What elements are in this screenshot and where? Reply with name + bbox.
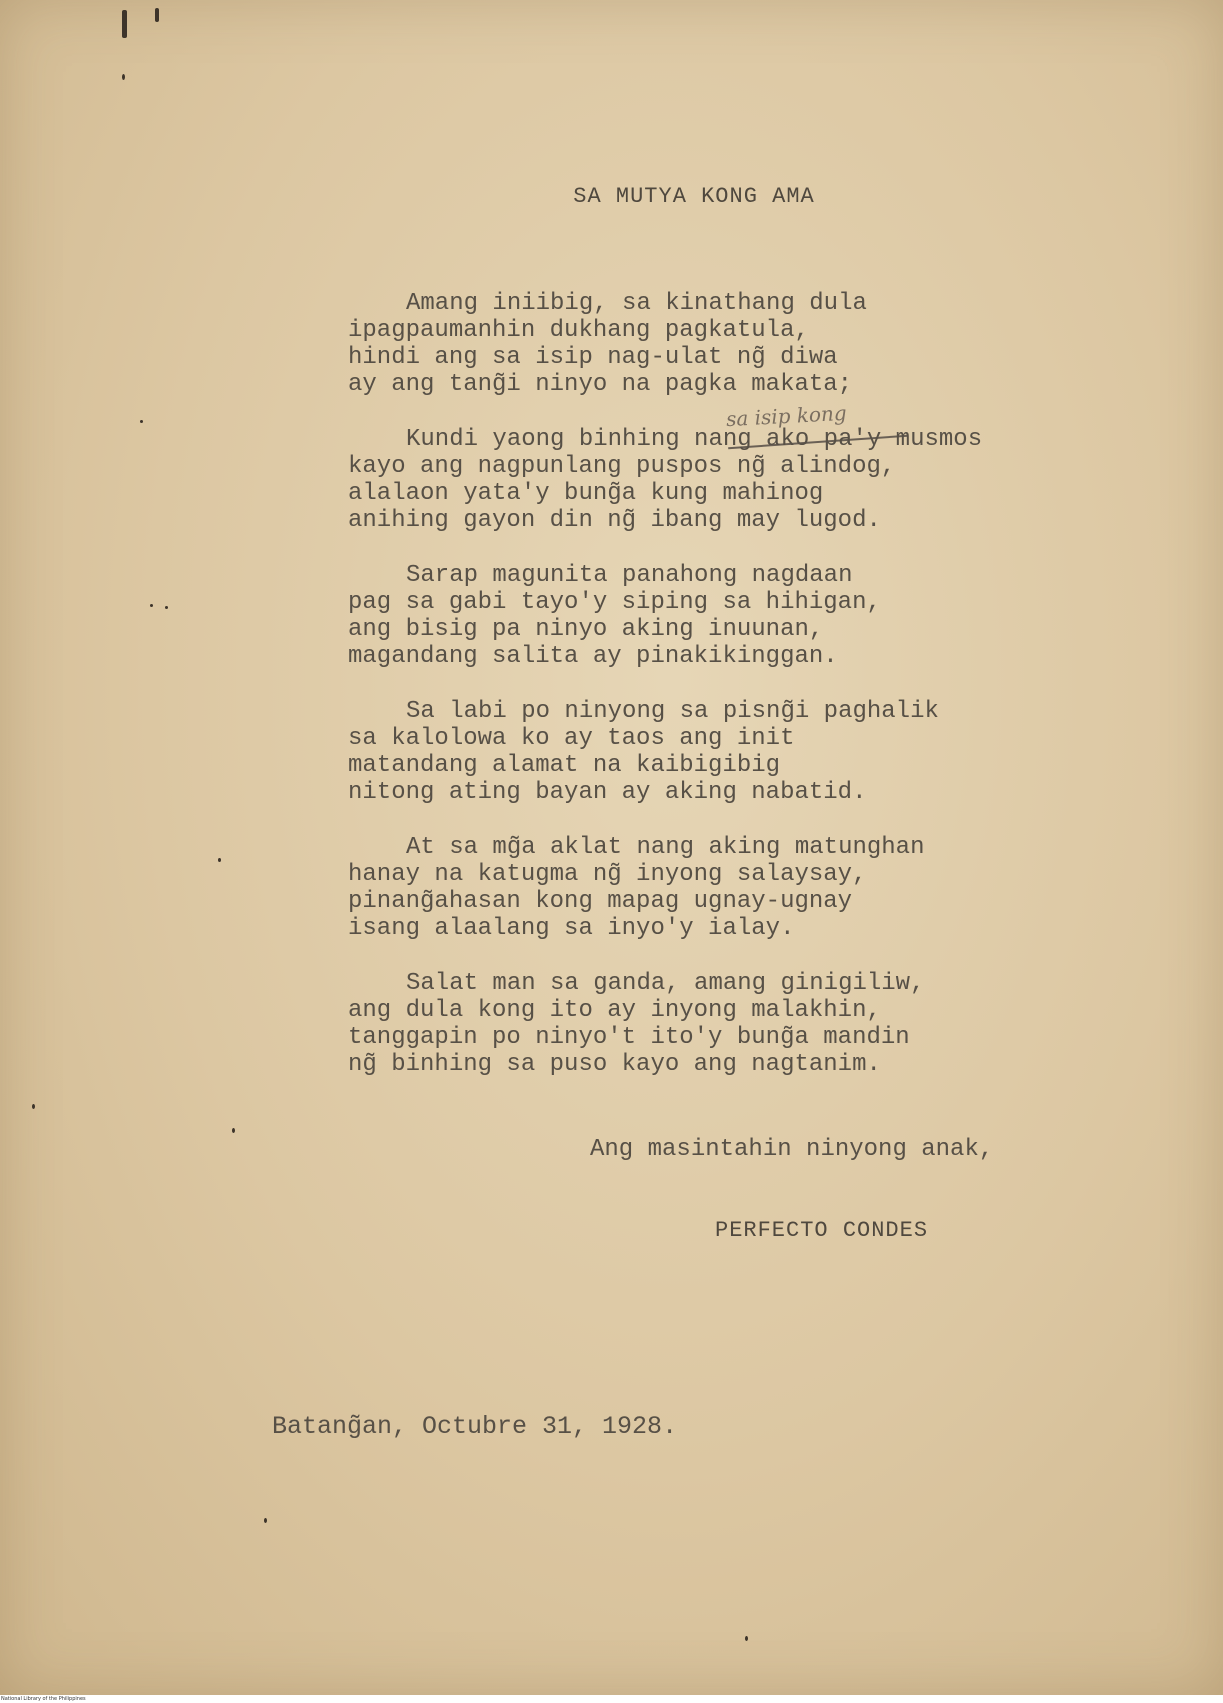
stanza-3	[348, 562, 1108, 670]
poem-body	[348, 290, 1108, 1106]
poem-line: Kundi yaong binhing nang ako pa'y musmos	[406, 426, 983, 453]
ink-speck	[745, 1636, 748, 1641]
ink-speck	[218, 858, 221, 862]
poem-line: ang bisig pa ninyo aking inuunan,	[348, 616, 824, 643]
poem-line: ay ang tang̃i ninyo na pagka makata;	[348, 371, 853, 398]
stanza-1	[348, 290, 1108, 398]
ink-speck	[122, 10, 127, 38]
poem-line: ang dula kong ito ay inyong malakhin,	[348, 997, 881, 1024]
stanza-5	[348, 834, 1108, 942]
poem-line: Salat man sa ganda, amang ginigiliw,	[406, 970, 925, 997]
poem-line: hanay na katugma ng̃ inyong salaysay,	[348, 861, 867, 888]
poem-line: Sa labi po ninyong sa pisng̃i paghalik	[406, 698, 939, 725]
poem-line: pag sa gabi tayo'y siping sa hihigan,	[348, 589, 881, 616]
stanza-4	[348, 698, 1108, 806]
ink-speck	[264, 1518, 267, 1523]
poem-title: SA MUTYA KONG AMA	[573, 184, 815, 209]
poem-line: matandang alamat na kaibigibig	[348, 752, 781, 779]
ink-speck	[140, 420, 143, 423]
poem-line: ipagpaumanhin dukhang pagkatula,	[348, 317, 809, 344]
poem-line: hindi ang sa isip nag-ulat ng̃ diwa	[348, 344, 838, 371]
poem-line: kayo ang nagpunlang puspos ng̃ alindog,	[348, 453, 896, 480]
poem-line: sa kalolowa ko ay taos ang init	[348, 725, 795, 752]
ink-speck	[165, 606, 168, 609]
ink-speck	[155, 8, 159, 22]
poem-line: ng̃ binhing sa puso kayo ang nagtanim.	[348, 1051, 881, 1078]
ink-speck	[150, 604, 153, 607]
poem-line: alalaon yata'y bung̃a kung mahinog	[348, 480, 824, 507]
library-credit: National Library of the Philippines	[1, 1696, 86, 1702]
poem-line: magandang salita ay pinakikinggan.	[348, 643, 838, 670]
poem-line: pinang̃ahasan kong mapag ugnay-ugnay	[348, 888, 853, 915]
ink-speck	[32, 1104, 35, 1109]
poem-line: Amang iniibig, sa kinathang dula	[406, 290, 867, 317]
poem-line: Sarap magunita panahong nagdaan	[406, 562, 853, 589]
poem-line: At sa mg̃a aklat nang aking matunghan	[406, 834, 925, 861]
ink-speck	[232, 1128, 235, 1133]
poem-line: tanggapin po ninyo't ito'y bung̃a mandin	[348, 1024, 910, 1051]
poem-line: nitong ating bayan ay aking nabatid.	[348, 779, 867, 806]
ink-speck	[122, 74, 125, 80]
stanza-6	[348, 970, 1108, 1078]
poem-line: anihing gayon din ng̃ ibang may lugod.	[348, 507, 881, 534]
place-and-date: Batang̃an, Octubre 31, 1928.	[272, 1412, 678, 1441]
author-signature: PERFECTO CONDES	[715, 1218, 929, 1243]
closing-salutation: Ang masintahin ninyong anak,	[590, 1136, 994, 1163]
stanza-2	[348, 426, 1108, 534]
poem-line: isang alaalang sa inyo'y ialay.	[348, 915, 795, 942]
footer-bar	[0, 1695, 1223, 1703]
handwritten-correction: sa isip kong	[725, 400, 848, 432]
